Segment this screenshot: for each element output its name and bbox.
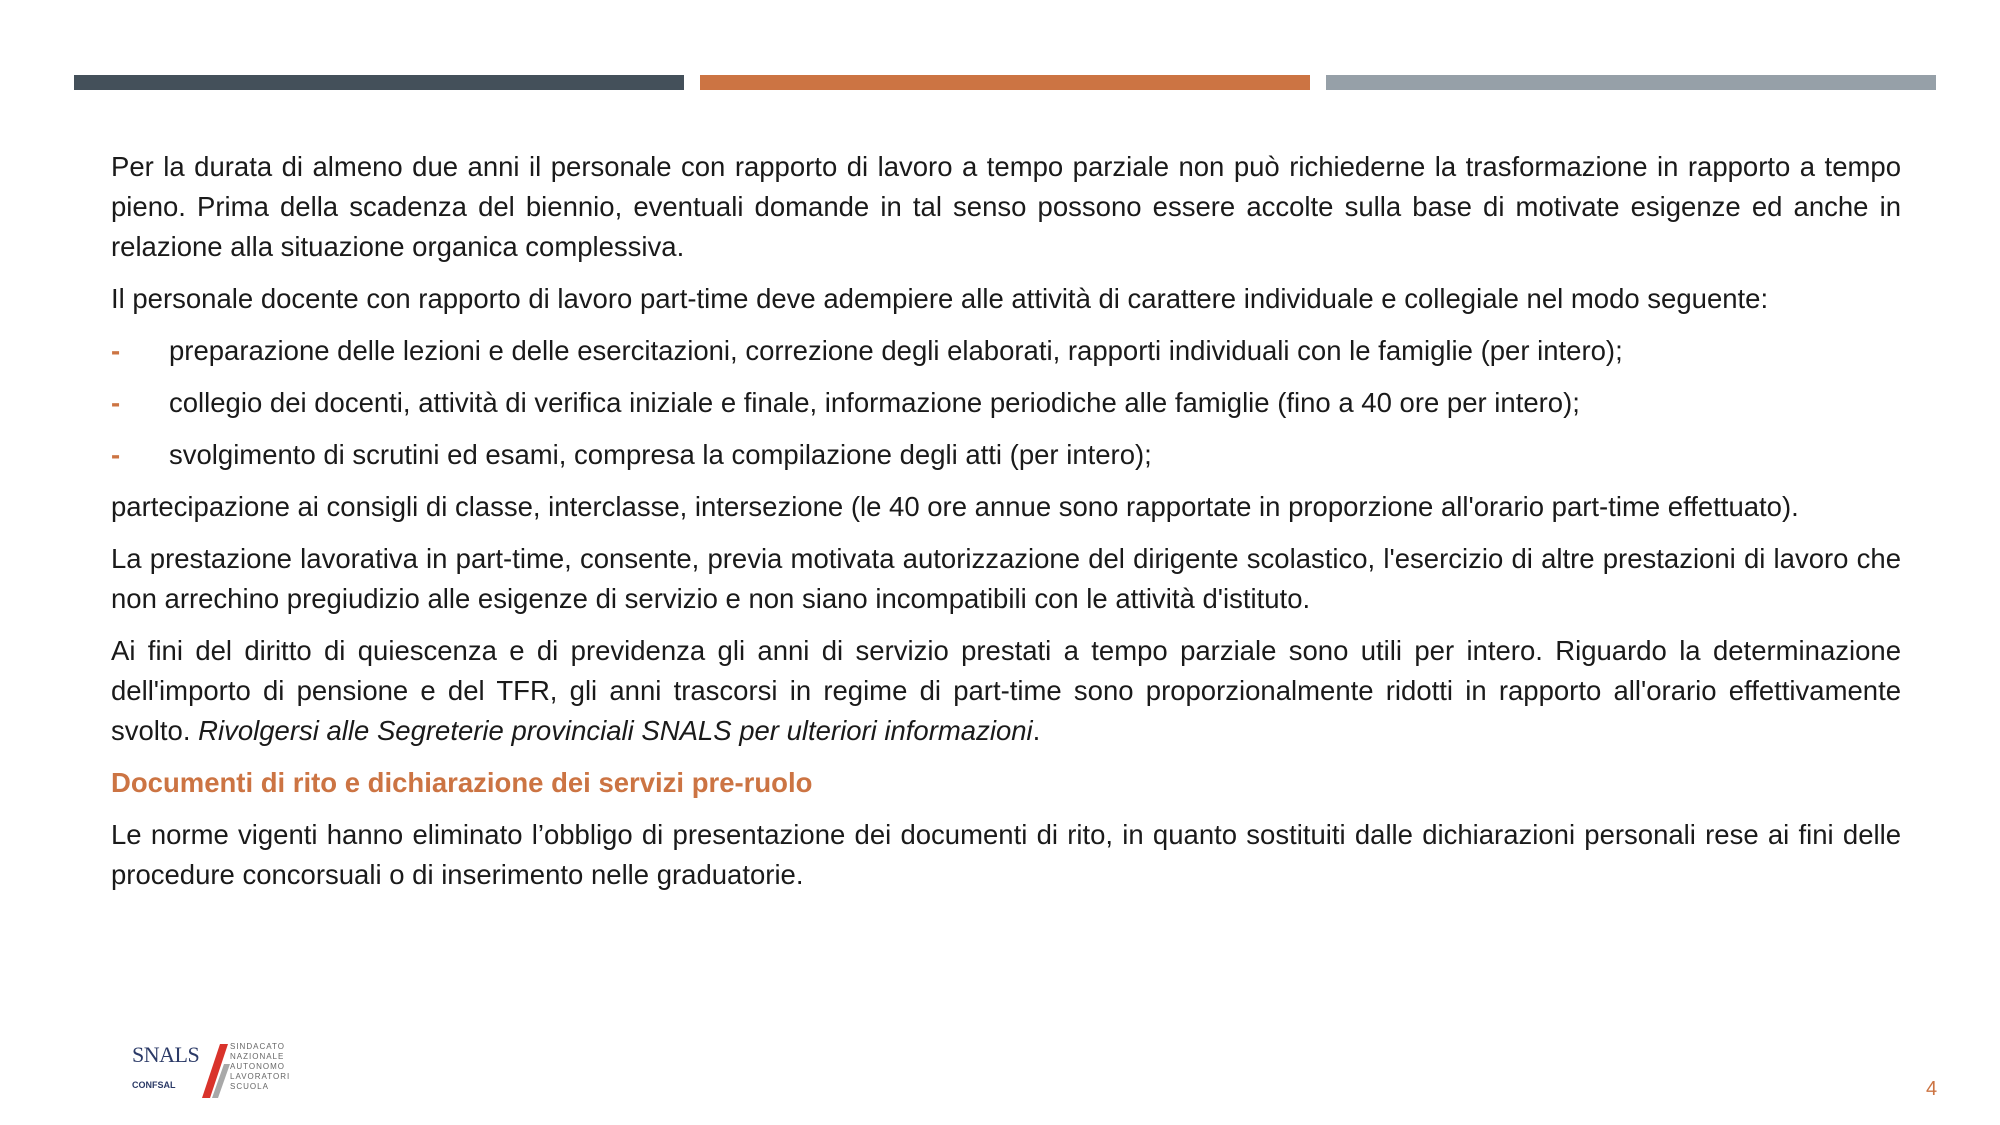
logo-word: AUTONOMO (230, 1062, 285, 1071)
paragraph-5-text: Ai fini del diritto di quiescenza e di previdenza gli anni di servizio prestati a tempo parziale sono utili per intero. Riguardo la determinazione dell'importo di pensione e del TFR, gli anni trascorsi in regime di part-time sono proporzionalmente ridotti in rapporto all'orario effettivamente svolto. (111, 635, 1901, 746)
dash-bullet: - (111, 439, 121, 470)
list-item-text: collegio dei docenti, attività di verifica iniziale e finale, informazione periodiche alle famiglie (fino a 40 ore per intero); (169, 387, 1580, 418)
logo-mark-icon (200, 1040, 232, 1102)
top-bar-orange (700, 75, 1310, 90)
list-item-text: preparazione delle lezioni e delle esercitazioni, correzione degli elaborati, rapporti individuali con le famiglie (per intero); (169, 335, 1623, 366)
logo-word: SCUOLA (230, 1082, 269, 1091)
snals-logo (128, 1040, 298, 1102)
logo-name: SNALS (132, 1042, 200, 1067)
slide-content (111, 147, 1901, 907)
paragraph-4: La prestazione lavorativa in part-time, consente, previa motivata autorizzazione del dirigente scolastico, l'esercizio di altre prestazioni di lavoro che non arrechino pregiudizio alle esigenze di servizio e non siano incompatibili con le attività d'istituto. (111, 543, 1901, 614)
dash-bullet: - (111, 387, 121, 418)
paragraph-2: Il personale docente con rapporto di lavoro part-time deve adempiere alle attività di carattere individuale e collegiale nel modo seguente: (111, 283, 1769, 314)
list-item (111, 331, 1901, 371)
paragraph-5 (111, 631, 1901, 751)
snals-info-note: Rivolgersi alle Segreterie provinciali SNALS per ulteriori informazioni (198, 715, 1033, 746)
list-item (111, 435, 1901, 475)
paragraph-6: Le norme vigenti hanno eliminato l’obbligo di presentazione dei documenti di rito, in quanto sostituiti dalle dichiarazioni personali rese ai fini delle procedure concorsuali o di inserimento nelle graduatorie. (111, 819, 1901, 890)
paragraph-3: partecipazione ai consigli di classe, interclasse, intersezione (le 40 ore annue sono rapportate in proporzione all'orario part-time effettuato). (111, 491, 1799, 522)
logo-subtext: CONFSAL (132, 1080, 176, 1090)
paragraph-5-end: . (1032, 715, 1041, 746)
page-number: 4 (1926, 1078, 1938, 1100)
logo-words (230, 1042, 290, 1092)
paragraph-1: Per la durata di almeno due anni il personale con rapporto di lavoro a tempo parziale non può richiederne la trasformazione in rapporto a tempo pieno. Prima della scadenza del biennio, eventuali domande in tal senso possono essere accolte sulla base di motivate esigenze ed anche in relazione alla situazione organica complessiva. (111, 151, 1901, 262)
list-item (111, 383, 1901, 423)
activity-list (111, 331, 1901, 475)
logo-word: SINDACATO (230, 1042, 285, 1051)
logo-word: NAZIONALE (230, 1052, 285, 1061)
list-item-text: svolgimento di scrutini ed esami, compresa la compilazione degli atti (per intero); (169, 439, 1152, 470)
top-bar-grey (1326, 75, 1936, 90)
logo-word: LAVORATORI (230, 1072, 291, 1081)
dash-bullet: - (111, 335, 121, 366)
top-bar-dark (74, 75, 684, 90)
section-heading: Documenti di rito e dichiarazione dei servizi pre-ruolo (111, 767, 813, 798)
